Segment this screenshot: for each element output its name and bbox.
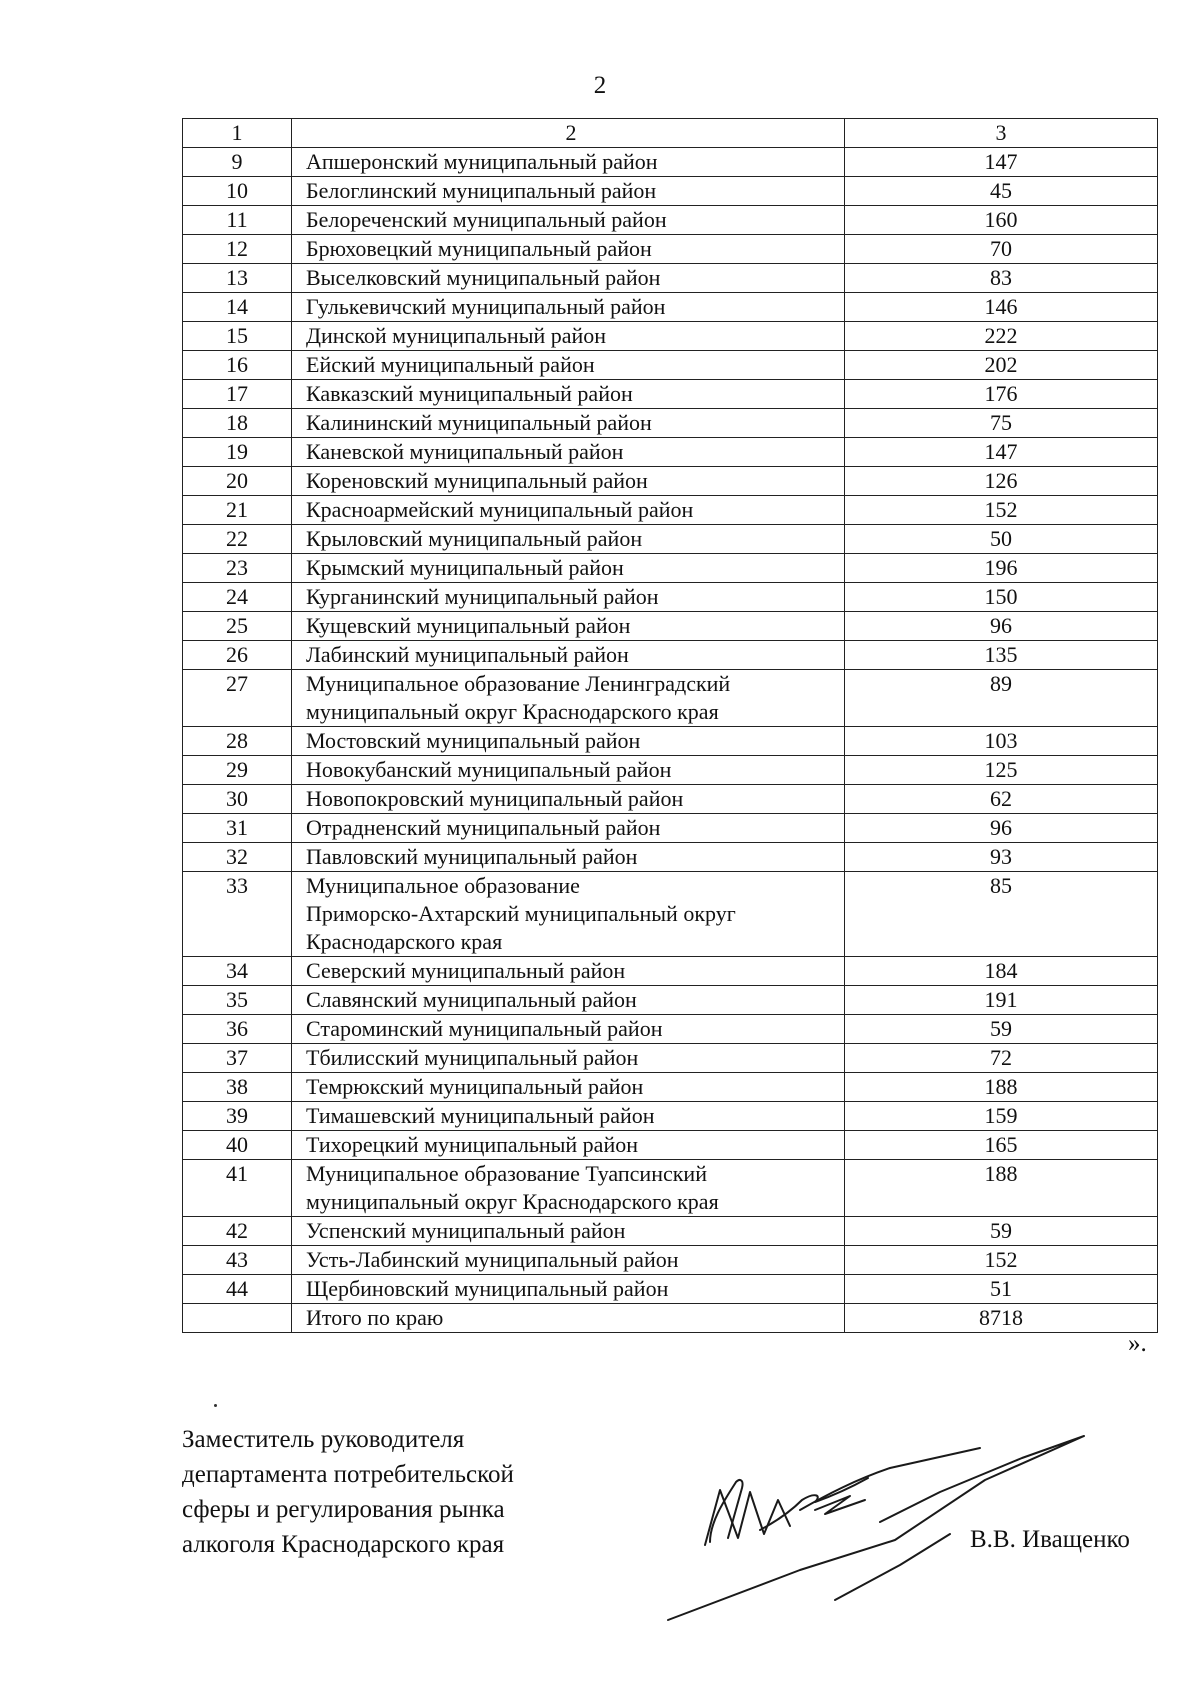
- table-body: [183, 119, 1158, 1333]
- district-name-cell: Успенский муниципальный район: [292, 1217, 845, 1246]
- district-name-cell: Курганинский муниципальный район: [292, 583, 845, 612]
- district-name-cell: [292, 670, 845, 727]
- district-name-cell: [292, 872, 845, 957]
- district-name-cell: Тихорецкий муниципальный район: [292, 1131, 845, 1160]
- table-row: [183, 1246, 1158, 1275]
- page-number: 2: [593, 72, 607, 99]
- district-name-cell: Славянский муниципальный район: [292, 986, 845, 1015]
- row-number-cell: 14: [183, 293, 292, 322]
- district-name-cell: Павловский муниципальный район: [292, 843, 845, 872]
- district-name-cell: Кореновский муниципальный район: [292, 467, 845, 496]
- district-name-cell: Тбилисский муниципальный район: [292, 1044, 845, 1073]
- cell-text-line: муниципальный округ Краснодарского края: [306, 1189, 719, 1214]
- count-value-cell: 75: [845, 409, 1158, 438]
- row-number-cell: 39: [183, 1102, 292, 1131]
- district-name-cell: Северский муниципальный район: [292, 957, 845, 986]
- district-name-cell: Крымский муниципальный район: [292, 554, 845, 583]
- count-value-cell: 125: [845, 756, 1158, 785]
- table-row: [183, 206, 1158, 235]
- table-row: [183, 872, 1158, 957]
- count-value-cell: 70: [845, 235, 1158, 264]
- count-value-cell: 83: [845, 264, 1158, 293]
- district-name-cell: [292, 1160, 845, 1217]
- row-number-cell: 22: [183, 525, 292, 554]
- count-value-cell: 150: [845, 583, 1158, 612]
- row-number-cell: 40: [183, 1131, 292, 1160]
- count-value-cell: 62: [845, 785, 1158, 814]
- total-value-cell: 8718: [845, 1304, 1158, 1333]
- table-row: [183, 235, 1158, 264]
- cell-text-line: муниципальный округ Краснодарского края: [306, 699, 719, 724]
- signer-name: В.В. Иващенко: [970, 1526, 1130, 1553]
- row-number-cell: 15: [183, 322, 292, 351]
- row-number-cell: 25: [183, 612, 292, 641]
- table-row: [183, 670, 1158, 727]
- count-value-cell: 59: [845, 1015, 1158, 1044]
- row-number-cell: 26: [183, 641, 292, 670]
- header-cell-number: 1: [183, 119, 292, 148]
- table-header-row: [183, 119, 1158, 148]
- row-number-cell: 38: [183, 1073, 292, 1102]
- row-number-cell: 21: [183, 496, 292, 525]
- table-row: [183, 986, 1158, 1015]
- signer-title-line: сферы и регулирования рынка: [182, 1496, 505, 1523]
- district-name-cell: Щербиновский муниципальный район: [292, 1275, 845, 1304]
- district-name-cell: Мостовский муниципальный район: [292, 727, 845, 756]
- table-row: [183, 1160, 1158, 1217]
- district-name-cell: Новокубанский муниципальный район: [292, 756, 845, 785]
- table-row: [183, 785, 1158, 814]
- district-name-cell: Тимашевский муниципальный район: [292, 1102, 845, 1131]
- district-name-cell: Белореченский муниципальный район: [292, 206, 845, 235]
- row-number-cell: 20: [183, 467, 292, 496]
- cell-text-line: Краснодарского края: [306, 929, 503, 954]
- row-number-cell: 41: [183, 1160, 292, 1217]
- table-row: [183, 264, 1158, 293]
- district-name-cell: Динской муниципальный район: [292, 322, 845, 351]
- table-row: [183, 438, 1158, 467]
- row-number-cell: 18: [183, 409, 292, 438]
- count-value-cell: 51: [845, 1275, 1158, 1304]
- district-name-cell: Кущевский муниципальный район: [292, 612, 845, 641]
- total-number-cell: [183, 1304, 292, 1333]
- signer-title-line: департамента потребительской: [182, 1461, 514, 1488]
- count-value-cell: 160: [845, 206, 1158, 235]
- table-row: [183, 1217, 1158, 1246]
- table-row: [183, 641, 1158, 670]
- district-name-cell: Каневской муниципальный район: [292, 438, 845, 467]
- table-row: [183, 727, 1158, 756]
- row-number-cell: 33: [183, 872, 292, 957]
- count-value-cell: 72: [845, 1044, 1158, 1073]
- row-number-cell: 31: [183, 814, 292, 843]
- district-name-cell: Выселковский муниципальный район: [292, 264, 845, 293]
- table-row: [183, 525, 1158, 554]
- count-value-cell: 146: [845, 293, 1158, 322]
- count-value-cell: 188: [845, 1160, 1158, 1217]
- count-value-cell: 89: [845, 670, 1158, 727]
- row-number-cell: 11: [183, 206, 292, 235]
- count-value-cell: 196: [845, 554, 1158, 583]
- count-value-cell: 184: [845, 957, 1158, 986]
- table-row: [183, 177, 1158, 206]
- count-value-cell: 50: [845, 525, 1158, 554]
- cell-text-line: Муниципальное образование: [306, 873, 580, 898]
- table-row: [183, 322, 1158, 351]
- district-name-cell: Белоглинский муниципальный район: [292, 177, 845, 206]
- table-row: [183, 843, 1158, 872]
- row-number-cell: 30: [183, 785, 292, 814]
- table-row: [183, 756, 1158, 785]
- count-value-cell: 165: [845, 1131, 1158, 1160]
- table-row: [183, 1073, 1158, 1102]
- district-name-cell: Староминский муниципальный район: [292, 1015, 845, 1044]
- district-name-cell: Усть-Лабинский муниципальный район: [292, 1246, 845, 1275]
- table-row: [183, 612, 1158, 641]
- district-name-cell: Ейский муниципальный район: [292, 351, 845, 380]
- row-number-cell: 43: [183, 1246, 292, 1275]
- table-row: [183, 467, 1158, 496]
- row-number-cell: 24: [183, 583, 292, 612]
- count-value-cell: 222: [845, 322, 1158, 351]
- row-number-cell: 28: [183, 727, 292, 756]
- table-row: [183, 1275, 1158, 1304]
- count-value-cell: 96: [845, 814, 1158, 843]
- table-row: [183, 409, 1158, 438]
- row-number-cell: 35: [183, 986, 292, 1015]
- row-number-cell: 36: [183, 1015, 292, 1044]
- row-number-cell: 32: [183, 843, 292, 872]
- count-value-cell: 202: [845, 351, 1158, 380]
- count-value-cell: 93: [845, 843, 1158, 872]
- count-value-cell: 126: [845, 467, 1158, 496]
- table-row: [183, 351, 1158, 380]
- table-row: [183, 1102, 1158, 1131]
- closing-quote: ».: [1128, 1330, 1147, 1357]
- signer-title-line: Заместитель руководителя: [182, 1426, 465, 1453]
- count-value-cell: 152: [845, 496, 1158, 525]
- count-value-cell: 152: [845, 1246, 1158, 1275]
- count-value-cell: 45: [845, 177, 1158, 206]
- signer-title-line: алкоголя Краснодарского края: [182, 1531, 505, 1558]
- total-label-cell: Итого по краю: [292, 1304, 845, 1333]
- table-row: [183, 1131, 1158, 1160]
- district-name-cell: Темрюкский муниципальный район: [292, 1073, 845, 1102]
- row-number-cell: 27: [183, 670, 292, 727]
- count-value-cell: 85: [845, 872, 1158, 957]
- count-value-cell: 176: [845, 380, 1158, 409]
- header-cell-name: 2: [292, 119, 845, 148]
- table-row: [183, 1044, 1158, 1073]
- row-number-cell: 42: [183, 1217, 292, 1246]
- row-number-cell: 23: [183, 554, 292, 583]
- count-value-cell: 96: [845, 612, 1158, 641]
- count-value-cell: 147: [845, 438, 1158, 467]
- table-row: [183, 148, 1158, 177]
- header-cell-value: 3: [845, 119, 1158, 148]
- district-name-cell: Гулькевичский муниципальный район: [292, 293, 845, 322]
- row-number-cell: 37: [183, 1044, 292, 1073]
- row-number-cell: 34: [183, 957, 292, 986]
- table-row: [183, 554, 1158, 583]
- cell-text-line: Муниципальное образование Ленинградский: [306, 671, 731, 696]
- row-number-cell: 12: [183, 235, 292, 264]
- table-row: [183, 293, 1158, 322]
- district-name-cell: Новопокровский муниципальный район: [292, 785, 845, 814]
- stray-dot-mark: [214, 1404, 217, 1407]
- count-value-cell: 188: [845, 1073, 1158, 1102]
- count-value-cell: 147: [845, 148, 1158, 177]
- row-number-cell: 13: [183, 264, 292, 293]
- count-value-cell: 135: [845, 641, 1158, 670]
- count-value-cell: 191: [845, 986, 1158, 1015]
- table-row: [183, 380, 1158, 409]
- district-name-cell: Калининский муниципальный район: [292, 409, 845, 438]
- district-name-cell: Брюховецкий муниципальный район: [292, 235, 845, 264]
- table-row: [183, 957, 1158, 986]
- table-row: [183, 1015, 1158, 1044]
- row-number-cell: 19: [183, 438, 292, 467]
- cell-text-line: Муниципальное образование Туапсинский: [306, 1161, 707, 1186]
- district-name-cell: Крыловский муниципальный район: [292, 525, 845, 554]
- table-row: [183, 583, 1158, 612]
- row-number-cell: 17: [183, 380, 292, 409]
- cell-text-line: Приморско-Ахтарский муниципальный округ: [306, 901, 736, 926]
- district-name-cell: Кавказский муниципальный район: [292, 380, 845, 409]
- district-table: [182, 118, 1158, 1333]
- count-value-cell: 103: [845, 727, 1158, 756]
- count-value-cell: 159: [845, 1102, 1158, 1131]
- district-name-cell: Отрадненский муниципальный район: [292, 814, 845, 843]
- table-row: [183, 814, 1158, 843]
- table-total-row: [183, 1304, 1158, 1333]
- table-row: [183, 496, 1158, 525]
- row-number-cell: 44: [183, 1275, 292, 1304]
- signer-title: [182, 1422, 622, 1562]
- district-name-cell: Красноармейский муниципальный район: [292, 496, 845, 525]
- district-name-cell: Апшеронский муниципальный район: [292, 148, 845, 177]
- count-value-cell: 59: [845, 1217, 1158, 1246]
- district-name-cell: Лабинский муниципальный район: [292, 641, 845, 670]
- row-number-cell: 16: [183, 351, 292, 380]
- row-number-cell: 9: [183, 148, 292, 177]
- row-number-cell: 10: [183, 177, 292, 206]
- row-number-cell: 29: [183, 756, 292, 785]
